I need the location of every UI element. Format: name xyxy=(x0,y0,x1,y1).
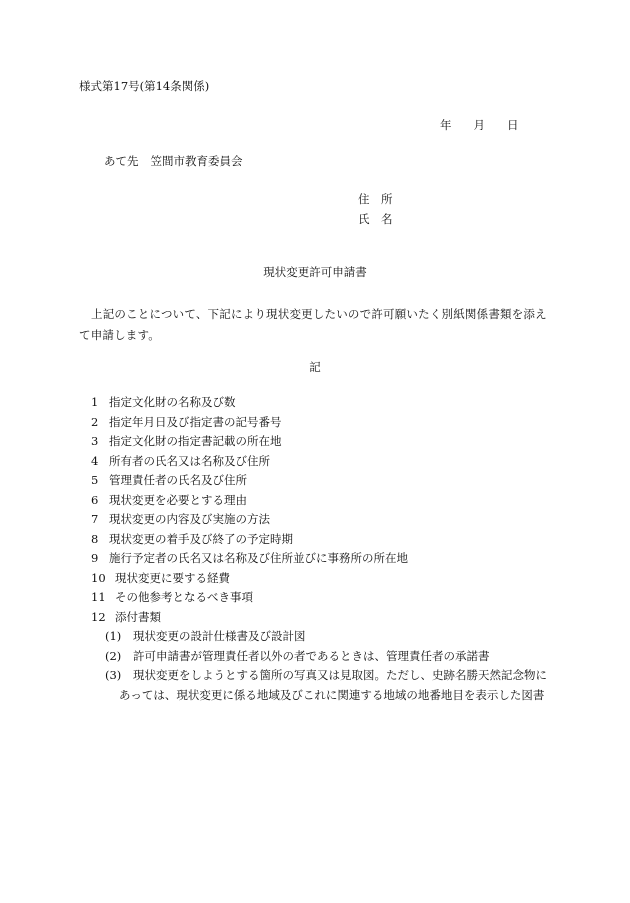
applicant-address-label: 住 所 xyxy=(358,192,393,206)
item-text: 現状変更に要する経費 xyxy=(115,570,230,585)
list-item xyxy=(91,572,547,592)
attachment-number: (2) xyxy=(105,648,122,663)
addressee-label: あて先 xyxy=(104,154,139,168)
list-item xyxy=(91,455,547,475)
list-item xyxy=(91,494,547,514)
list-item xyxy=(91,416,547,436)
item-text: 所有者の氏名又は名称及び住所 xyxy=(109,453,270,468)
list-item xyxy=(91,396,547,416)
item-text: 現状変更の内容及び実施の方法 xyxy=(109,512,270,526)
item-number: 3 xyxy=(91,434,99,448)
item-text: 添付書類 xyxy=(115,609,161,624)
date-month-label: 月 xyxy=(473,118,485,132)
addressee xyxy=(104,155,243,169)
list-item xyxy=(91,435,547,455)
item-list xyxy=(91,396,547,708)
attachment-number: (3) xyxy=(105,668,122,682)
item-number: 2 xyxy=(91,414,99,429)
item-number: 9 xyxy=(91,551,99,565)
date-line xyxy=(440,119,519,133)
attachment-text: 許可申請書が管理責任者以外の者であるときは、管理責任者の承諾書 xyxy=(133,648,490,663)
item-number: 8 xyxy=(91,531,99,546)
list-item xyxy=(91,533,547,553)
list-item xyxy=(91,513,547,533)
list-item xyxy=(91,552,547,572)
document-title: 現状変更許可申請書 xyxy=(263,265,367,279)
item-text: 現状変更を必要とする理由 xyxy=(109,492,247,507)
item-text: 管理責任者の氏名及び住所 xyxy=(109,473,247,487)
attachment-text: 現状変更の設計仕様書及び設計図 xyxy=(133,629,306,643)
item-number: 7 xyxy=(91,512,99,526)
item-text: 指定年月日及び指定書の記号番号 xyxy=(109,414,282,429)
date-year-label: 年 xyxy=(440,118,452,132)
item-text: 指定文化財の指定書記載の所在地 xyxy=(109,434,282,448)
attachment-item xyxy=(91,669,547,689)
item-text: 現状変更の着手及び終了の予定時期 xyxy=(109,531,293,546)
attachment-number: (1) xyxy=(105,629,122,643)
body-paragraph: 上記のことについて、下記により現状変更したいので許可願いたく別紙関係書類を添えて申請します。 xyxy=(79,307,547,342)
item-text: 施行予定者の氏名又は名称及び住所並びに事務所の所在地 xyxy=(109,551,408,565)
list-item xyxy=(91,474,547,494)
list-item xyxy=(91,591,547,611)
date-day-label: 日 xyxy=(507,118,519,132)
item-number: 1 xyxy=(91,395,99,409)
item-number: 6 xyxy=(91,492,99,507)
attachment-text: 現状変更をしようとする箇所の写真又は見取図。ただし、史跡名勝天然記念物に xyxy=(133,668,547,682)
attachment-item xyxy=(91,650,547,670)
item-text: その他参考となるべき事項 xyxy=(115,590,253,604)
applicant-name-label: 氏 名 xyxy=(358,212,393,226)
item-number: 12 xyxy=(91,609,106,624)
addressee-name: 笠間市教育委員会 xyxy=(150,154,243,168)
item-number: 4 xyxy=(91,453,99,468)
item-text: 指定文化財の名称及び数 xyxy=(109,395,236,409)
list-item xyxy=(91,611,547,631)
item-number: 5 xyxy=(91,473,99,487)
item-number: 11 xyxy=(91,590,106,604)
ki-heading: 記 xyxy=(309,360,321,374)
attachment-continuation: あっては、現状変更に係る地域及びこれに関連する地域の地番地目を表示した図書 xyxy=(119,687,545,702)
form-number: 様式第17号(第14条関係) xyxy=(79,79,210,93)
applicant-block xyxy=(358,193,393,233)
item-number: 10 xyxy=(91,570,106,585)
attachment-item xyxy=(91,630,547,650)
